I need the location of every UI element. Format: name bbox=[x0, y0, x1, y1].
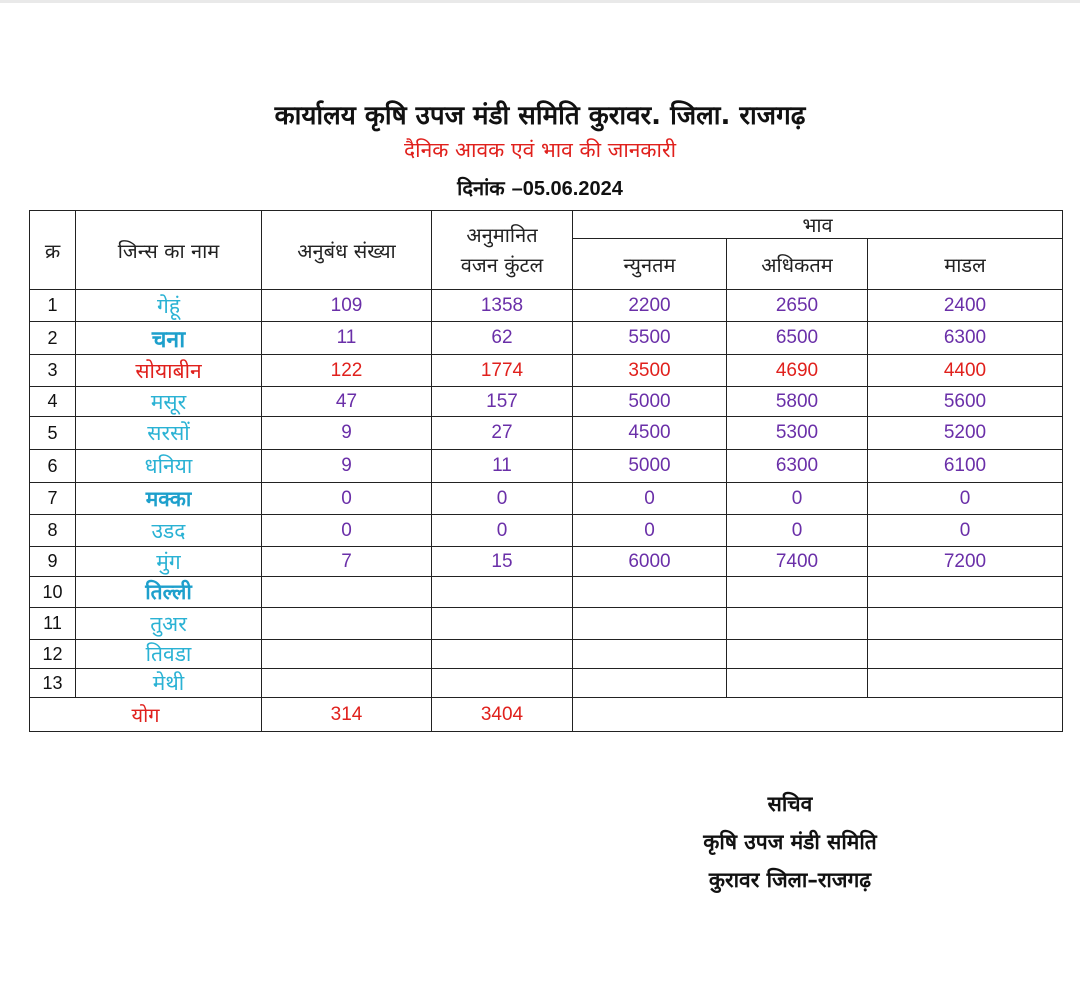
max-price: 5800 bbox=[727, 387, 868, 417]
model-price: 6100 bbox=[868, 450, 1063, 483]
max-price bbox=[727, 577, 868, 608]
weight-quintal: 0 bbox=[432, 483, 573, 515]
signatory-location: कुरावर जिला–राजगढ़ bbox=[708, 868, 872, 892]
weight-quintal bbox=[432, 669, 573, 698]
commodity-name: उडद bbox=[76, 515, 262, 547]
max-price: 5300 bbox=[727, 417, 868, 450]
date-value: –05.06.2024 bbox=[511, 178, 623, 200]
max-price bbox=[727, 640, 868, 669]
max-price: 6500 bbox=[727, 322, 868, 355]
max-price: 6300 bbox=[727, 450, 868, 483]
contract-count: 0 bbox=[262, 483, 432, 515]
total-label: योग bbox=[30, 698, 262, 732]
commodity-name: सरसों bbox=[76, 417, 262, 450]
weight-quintal bbox=[432, 577, 573, 608]
row-sr: 7 bbox=[30, 483, 76, 515]
header-price: भाव bbox=[573, 211, 1063, 239]
model-price: 7200 bbox=[868, 547, 1063, 577]
header-weight-line1: अनुमानित bbox=[466, 223, 538, 247]
row-sr: 9 bbox=[30, 547, 76, 577]
model-price: 5200 bbox=[868, 417, 1063, 450]
table-row bbox=[30, 577, 1063, 608]
model-price: 0 bbox=[868, 515, 1063, 547]
weight-quintal: 1774 bbox=[432, 355, 573, 387]
row-sr: 1 bbox=[30, 290, 76, 322]
weight-quintal bbox=[432, 608, 573, 640]
weight-quintal: 27 bbox=[432, 417, 573, 450]
commodity-name: गेहूं bbox=[76, 290, 262, 322]
model-price bbox=[868, 669, 1063, 698]
contract-count bbox=[262, 640, 432, 669]
model-price: 5600 bbox=[868, 387, 1063, 417]
model-price: 6300 bbox=[868, 322, 1063, 355]
min-price: 6000 bbox=[573, 547, 727, 577]
commodity-name: तुअर bbox=[76, 608, 262, 640]
row-sr: 4 bbox=[30, 387, 76, 417]
max-price: 0 bbox=[727, 515, 868, 547]
row-sr: 12 bbox=[30, 640, 76, 669]
min-price: 4500 bbox=[573, 417, 727, 450]
total-empty-cell bbox=[573, 698, 1063, 732]
min-price bbox=[573, 640, 727, 669]
table-row bbox=[30, 483, 1063, 515]
contract-count: 7 bbox=[262, 547, 432, 577]
weight-quintal: 0 bbox=[432, 515, 573, 547]
commodity-name: धनिया bbox=[76, 450, 262, 483]
max-price: 4690 bbox=[727, 355, 868, 387]
model-price: 2400 bbox=[868, 290, 1063, 322]
top-border-line bbox=[0, 0, 1080, 3]
report-subtitle: दैनिक आवक एवं भाव की जानकारी bbox=[403, 138, 677, 162]
min-price: 0 bbox=[573, 483, 727, 515]
table-row bbox=[30, 640, 1063, 669]
total-contracts: 314 bbox=[262, 698, 432, 732]
contract-count: 47 bbox=[262, 387, 432, 417]
total-weight: 3404 bbox=[432, 698, 573, 732]
table-row bbox=[30, 417, 1063, 450]
table-row bbox=[30, 547, 1063, 577]
total-row bbox=[30, 698, 1063, 732]
table-row bbox=[30, 387, 1063, 417]
table-row bbox=[30, 290, 1063, 322]
model-price bbox=[868, 640, 1063, 669]
report-date bbox=[0, 174, 1080, 201]
commodity-name: मक्का bbox=[76, 483, 262, 515]
min-price: 3500 bbox=[573, 355, 727, 387]
header-model-price: माडल bbox=[868, 239, 1063, 290]
header-min-price: न्युनतम bbox=[573, 239, 727, 290]
contract-count: 9 bbox=[262, 450, 432, 483]
row-sr: 6 bbox=[30, 450, 76, 483]
header-estimated-weight bbox=[432, 211, 573, 290]
contract-count: 9 bbox=[262, 417, 432, 450]
model-price: 0 bbox=[868, 483, 1063, 515]
min-price: 5000 bbox=[573, 450, 727, 483]
header-max-price: अधिकतम bbox=[727, 239, 868, 290]
header-weight-line2: वजन कुंटल bbox=[460, 253, 544, 277]
commodity-name: तिल्ली bbox=[76, 577, 262, 608]
table-row bbox=[30, 322, 1063, 355]
contract-count bbox=[262, 669, 432, 698]
max-price bbox=[727, 669, 868, 698]
commodity-name: तिवडा bbox=[76, 640, 262, 669]
contract-count bbox=[262, 608, 432, 640]
header-sr: क्र bbox=[30, 211, 76, 290]
model-price: 4400 bbox=[868, 355, 1063, 387]
row-sr: 13 bbox=[30, 669, 76, 698]
row-sr: 3 bbox=[30, 355, 76, 387]
min-price: 5000 bbox=[573, 387, 727, 417]
table-row bbox=[30, 669, 1063, 698]
commodity-name: मुंग bbox=[76, 547, 262, 577]
weight-quintal: 62 bbox=[432, 322, 573, 355]
row-sr: 5 bbox=[30, 417, 76, 450]
contract-count: 122 bbox=[262, 355, 432, 387]
max-price: 0 bbox=[727, 483, 868, 515]
model-price bbox=[868, 577, 1063, 608]
signatory-committee: कृषि उपज मंडी समिति bbox=[703, 830, 877, 854]
commodity-name: मेथी bbox=[76, 669, 262, 698]
min-price: 5500 bbox=[573, 322, 727, 355]
weight-quintal: 1358 bbox=[432, 290, 573, 322]
contract-count: 11 bbox=[262, 322, 432, 355]
min-price bbox=[573, 577, 727, 608]
row-sr: 2 bbox=[30, 322, 76, 355]
table-row bbox=[30, 355, 1063, 387]
contract-count: 0 bbox=[262, 515, 432, 547]
max-price bbox=[727, 608, 868, 640]
min-price: 2200 bbox=[573, 290, 727, 322]
signatory-title: सचिव bbox=[767, 792, 813, 816]
row-sr: 11 bbox=[30, 608, 76, 640]
model-price bbox=[868, 608, 1063, 640]
weight-quintal: 157 bbox=[432, 387, 573, 417]
row-sr: 10 bbox=[30, 577, 76, 608]
min-price: 0 bbox=[573, 515, 727, 547]
table-row bbox=[30, 608, 1063, 640]
commodity-name: मसूर bbox=[76, 387, 262, 417]
row-sr: 8 bbox=[30, 515, 76, 547]
weight-quintal bbox=[432, 640, 573, 669]
header-contract-count: अनुबंध संख्या bbox=[262, 211, 432, 290]
contract-count: 109 bbox=[262, 290, 432, 322]
max-price: 2650 bbox=[727, 290, 868, 322]
header-commodity-name: जिन्स का नाम bbox=[76, 211, 262, 290]
date-label: दिनांक bbox=[457, 176, 505, 200]
commodity-name: सोयाबीन bbox=[76, 355, 262, 387]
max-price: 7400 bbox=[727, 547, 868, 577]
office-title: कार्यालय कृषि उपज मंडी समिति कुरावर. जिला. राजगढ़ bbox=[274, 101, 806, 131]
table-row bbox=[30, 450, 1063, 483]
weight-quintal: 11 bbox=[432, 450, 573, 483]
contract-count bbox=[262, 577, 432, 608]
min-price bbox=[573, 608, 727, 640]
commodity-name: चना bbox=[76, 322, 262, 355]
arrival-price-table bbox=[29, 210, 1063, 732]
table-row bbox=[30, 515, 1063, 547]
min-price bbox=[573, 669, 727, 698]
weight-quintal: 15 bbox=[432, 547, 573, 577]
